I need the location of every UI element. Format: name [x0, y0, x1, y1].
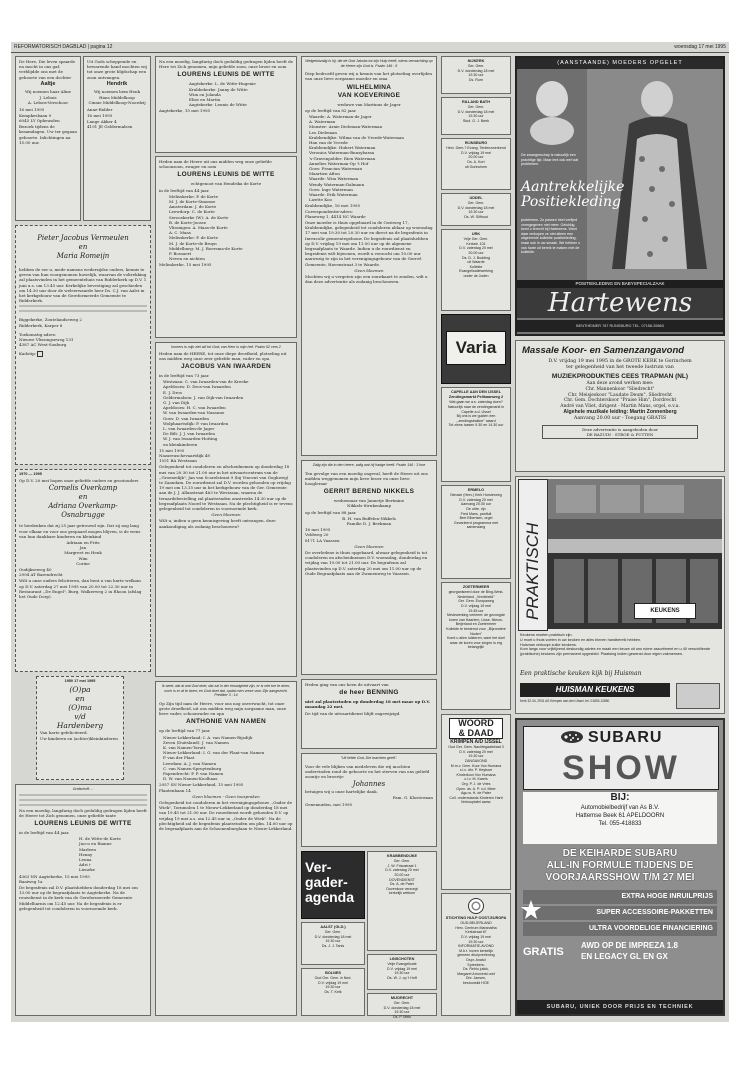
birth-ad-aaltje — [15, 56, 81, 221]
meeting-title: STICHTING HULP OOST-EUROPA — [445, 916, 507, 920]
meeting-title: KRABBENDIJKE — [386, 854, 418, 858]
town-date: Krabbendijke, 16 mei 1995 Correspondentie-adres: Planeweg 1, 4414 NC Waarde — [305, 203, 366, 219]
ad-body: Op Zijn tijd nam de Heere, voor ons nog onverwacht, tot onze grote droefheid, uit ons midden weg mijn zorgzame man, onze lieve vader, schoonvader en opa — [159, 700, 287, 717]
funeral-info: Onze moeder is thuis opgebaard in de Oostweg 17, Krabbendijke, gelegenheid tot condoleren aldaar op woensdag 17 mei van 19.30 tot 20.30 uur en direct na de begrafenis in Inrexcolir gemeentegebouw. De begrafenis zal plaatshebben op D.V. vrijdag 19 mei om 11.00 uur op de algemene begraafplaats te Waarde. Indien u de rouwdienst en begrafenis wilt bijwonen, wordt u verzocht om 10.00 uur aanwezig te zijn in het verenigingsgebouw van de Gerref. Gemeente, Havenstraat 3 te Waarde. — [305, 220, 433, 267]
deceased-name: ANTHONIE VAN NAMEN — [185, 718, 267, 726]
family: B. H. van Buffelen-Nikkels Familie D. J. Beekman — [342, 515, 396, 527]
varia-logo: Varia — [446, 331, 506, 365]
praktisch-text: PRAKTISCH — [523, 522, 542, 620]
ad-body: Heden nam de HEERE, tot onze diepe droefheid, plotseling uit ons midden weg onze zeer geliefde man, vader en opa — [159, 350, 287, 361]
family: Fam. G. Klosterman — [392, 795, 433, 801]
kadotip — [19, 351, 147, 357]
town-date: Genemuiden, mei 1995 — [305, 801, 353, 807]
subaru-bij: BIJ: — [610, 792, 630, 803]
subaru-gratis: GRATIS — [523, 946, 564, 958]
no-flowers: Geen bloemen — [354, 267, 384, 273]
subaru-stars-icon — [560, 730, 584, 744]
obituary-van-koeveringe — [301, 56, 437, 456]
child-name: Johannes — [352, 780, 386, 789]
subaru-dealer-name: Automobielbedrijf van As B.V. — [580, 805, 660, 811]
ad-text: Wij noemen haar Aline — [24, 89, 72, 95]
age: op de leeftijd van 77 jaar. — [159, 728, 211, 734]
ad-body: Diep bedroefd geven wij u kennis van het plotseling overlijden van onze lieve zorgzame moeder en oma — [305, 71, 432, 82]
birth-ad-hendrik — [83, 56, 151, 221]
ad-text: Uw kinderen en (achter)kleinkinderen — [40, 736, 118, 742]
hartewens-script: Aantrekkelijke Positiekleding — [521, 179, 625, 210]
meeting-capelle — [441, 387, 511, 482]
star-icon — [521, 900, 541, 940]
funeral-info: Gelegenheid tot condoleren in het verenigingsgebouw ,,Onder de Wiek", Tornmolen 1 te Nieuw-Lekkerland op donderdag 18 mei van 19.45 tot 21.00 uur. De rouwdienst wordt gehouden D.V. op vrijdag 19 mei a.s. om 12.45 uur in ,,Onder de Wiek". Na de plechtigheid zal de begrafenis plaatsvinden om plm. 14.00 uur op de begraafplaats aan de Schoonenburglaan te Nieuw-Lekkerland. — [159, 800, 293, 832]
meeting-rijnsburg — [441, 138, 511, 190]
ad-text: De tijd van de uitvaartdienst blijft ongewijzigd. — [305, 710, 401, 716]
ad-text: Uit Gods scheppende en bewarende hand mochten wij tot onze grote blijdschap een zoon ontvangen. — [87, 59, 147, 80]
subaru-offer-1: EXTRA HOGE INRUILPRIJS — [523, 890, 717, 904]
hartewens-logo: Hartewens — [517, 288, 723, 318]
subaru-dealer-tel: Tel. 055-418833 — [598, 821, 642, 827]
meeting-linschoten — [367, 954, 437, 990]
family: Nieuw-Lekkerland: I. A. van Namen-Rijsdijk Zeven (Duitsland): J. van Namen K. van Namen-Tarutt Nieuw-Lekkerland: I. G. van der Plaat-van Namen P. van der Plaat Leerdam: A. J. van Namen C. van Namen-Spruytenburg Papendrecht: P. P. van Namen D. W. van Namen-Koolhaas — [163, 734, 265, 782]
subaru-headline: DE KEIHARDE SUBARU ALL-IN FORMULE TIJDENS DE VOORJAARSSHOW T/M 27 MEI — [545, 848, 695, 883]
verse: "Uit liefde God, Die brachten geeft". — [340, 756, 398, 760]
meeting-urk — [441, 229, 511, 311]
town-date: 16 mei 1995 Veldweg 20 8171 LA Vaassen — [305, 527, 340, 543]
varia-logo-box — [441, 314, 511, 384]
keukens-badge: KEUKENS — [634, 603, 696, 619]
couple-names: (O)pa en (O)ma v/d Hardenberg — [56, 685, 104, 731]
massale-line7: Aanvang 20.00 uur - Toegang GRATIS — [573, 416, 667, 422]
no-flowers: Geen bloemen — [211, 512, 241, 518]
years: 1950 17 mei 1995 — [64, 679, 96, 683]
age: in de leeftijd van 44 jaar. — [159, 187, 210, 193]
baby-name: Aaltje — [40, 80, 56, 87]
meeting-title: LINSCHOTEN — [389, 957, 415, 961]
obituary-de-witte-2 — [155, 56, 297, 153]
header-right: woensdag 17 mei 1995 — [674, 44, 726, 50]
deceased-name: JACOBUS VAN IWAARDEN — [180, 363, 272, 370]
praktisch-band — [518, 479, 548, 631]
obituary-van-namen — [155, 681, 297, 1016]
meeting-info: Ger. Gem. D.V. donderdag 18 mei 19.30 uur Ds. Rorn — [457, 64, 495, 82]
ad-body: te herdenken dat zij 25 jaar getrouwd zijn. Dat zij nog lang voor elkaar en voor ons gespaard mogen blijven, is de wens van hun dankbare kinderen en kleinkind — [19, 523, 141, 539]
date: 16 mei 1995 — [87, 112, 113, 118]
obituary-van-iwaarden — [155, 342, 297, 677]
anniversary-hardenberg — [36, 676, 124, 780]
subaru-bottom: SUBARU, UNIEK DOOR PRIJS EN TECHNIEK — [517, 1000, 723, 1014]
deceased-name: LOURENS LEUNIS DE WITTE — [34, 820, 132, 827]
age: in de leeftijd van 73 jaar. — [159, 373, 210, 378]
page-header — [11, 42, 729, 53]
subaru-brand: SUBARU — [588, 729, 663, 746]
family: Aagtekerke: L. de Witte-Hugenie Krabbekerke: Janny de Witte Wim en Jolanda Elise en Martin Aagtekerke: Leunis de Witte — [189, 81, 256, 108]
massale-line4: Aan deze avond werken mee: — [586, 381, 654, 386]
subtitle: weduwnaar van Jannetje Bertmine Nikkels-Strukenkamp — [333, 498, 405, 509]
baby-name: Hendrik — [106, 80, 128, 87]
meeting-info: Nieuwe (Herv.) Kerk Horsterweg D.V. zaterdag 20 mei Aanvang 20.00 uur De ultre. rijn Fred Mans, panfluit Bert Elbertsen, orgel Gevarieerd programma met samenzang — [450, 493, 502, 530]
obituary-nikkels — [301, 460, 437, 675]
address: Oudijkseweg 40 2994 AT Barendrecht — [19, 567, 63, 578]
meeting-title: ERMELO — [467, 488, 485, 492]
subaru-show: SHOW — [562, 749, 680, 787]
huisman-emblem-icon — [676, 683, 720, 709]
verse: Grafschrift ... — [72, 787, 94, 791]
ad-text: Wilt u onze ouders feliciteren, dan bent u van harte welkom op D.V. zaterdag 27 mei 1995 van 20.00 tot 22.30 uur in Restaurant ,,De Engel", Burg. Walkerweg 2 in Rhoon (afslag het Oude Dorp). — [19, 578, 142, 600]
subtitle: echtgenoot van Hendrika de Korte — [190, 181, 262, 187]
massale-line1: D.V. vrijdag 19 mei 1995 in de GROTE KERK te Gorinchem — [548, 359, 692, 364]
ad-text: betuigen wij u onze hartelijke dank. — [305, 789, 378, 795]
meeting-ermelo — [441, 485, 511, 579]
subaru-offer-4: AWD OP DE IMPREZA 1.8 EN LEGACY GL EN GX — [581, 941, 678, 961]
ad-text: Anne-Ridder — [87, 106, 113, 112]
hartewens-address: BENTHEIMER 787 RIJNSBURG TEL. 07158-39863 — [517, 320, 723, 332]
meeting-info: Vrije Ger. Gem. Kerkstr. 101 D.V. zaterdag 20 mei 20.00 uur Ds. D. J. Budding uit Waarde Kollekte Evangelisatiewerking onder de Joden — [459, 237, 493, 278]
future-address: Toekomstig adres: Nieuwe Vlissingseweg 131 4387 AC West-Souburg — [19, 331, 74, 348]
meeting-bolnes — [301, 968, 365, 1016]
massale-line6: Algehele muzikale leiding: Martin Zonnenberg — [563, 409, 677, 416]
huisman-text: Keukens moeten praktisch zijn. U moet u thuis voelen in uw keuken en alles binnen handbereik hebben. Huisman verkoopt zulke keukens. Kom langs voor vrijblijvend deskundig advies en maak een keuze uit ons ruime assortiment en u 40 verschillende (praktische) keukens zijn permanent opgesteld. Plaatsing indien gewenst door eigen vakmensen. — [520, 633, 711, 657]
meeting-info: georganiseerd door de Bing-West-Nederland ,,Vredebeld" Ger. Gem. Europaweg D.V. vrijdag 19 mei 19.45 uur Medewerking verleent: de gezongde koren van Haarlem, Lisse, Nieuw-Beijerland en Zoetermeer Kollekte te bestemd voor ,,Bijzondere Noden" Komt u allen luisteren, want het doel waar de koren voor zingen is erg belangrijk! — [446, 590, 506, 650]
massale-line5: Chr. Mannenkoor "Sliedrecht" Chr. Meisjeskoor "Laudate Deum", Sliedrecht Chr. Gem. Dochterskoor "Praise Him", Dordrecht André van Vliet, dirigent - Martin Mans, orgel, e.v.a. — [560, 387, 680, 409]
no-flowers: Geen bloemen — [354, 543, 384, 549]
huisman-keukens-ad — [515, 476, 725, 714]
family: Melisskerke: P. de Korte M. J. de Korte-Simonse Amsterdam: J. de Korte Leewdorp: C. de Korte Serooskerke (W): A. de Korte B. de Korte-Joosse Vlissingen: A. Maas-de Korte A. C. Maas Melisskerke: P. de Korte M. J. de Korte-de Bruyn Middelburg: M. J. Boersma-de Korte P. Bossaert Neven en nichten — [169, 193, 243, 262]
subtitle: weduwe van Martinus de Jager — [337, 101, 401, 107]
meeting-title: RILLAND BATH — [462, 100, 490, 104]
massale-line3: MUZIEKPRODUKTIES CEES TRAPMAN (NL) — [551, 373, 689, 380]
ad-text: Wilt u, indien u geen kennisgeving heeft ontvangen, deze aankondiging als zodanig beschouwen? — [159, 518, 276, 529]
subaru-offer-2: SUPER ACCESSOIRE-PAKKETTEN — [523, 906, 717, 920]
meeting-info: Wat gaan we a.s. zaterdag doen? Natuurlijk naar de zendingsmarkt in Capelle a.d. IJssel Bij ons is we gulden een ,,zendingsbakker" waard Tot ziens tussen 9.30 en 14.30 uur — [447, 400, 505, 428]
deceased-name: LOURENS LEUNIS DE WITTE — [177, 71, 275, 79]
subaru-ad — [515, 718, 725, 1016]
meeting-title: MIJDRECHT — [390, 996, 414, 1000]
deceased-name: LOURENS LEUNIS DE WITTE — [177, 171, 275, 179]
woord-daad-logo: WOORD & DAAD — [449, 718, 503, 739]
age: op de leeftijd van 82 jaar. — [305, 107, 357, 113]
woord-daad-ad — [441, 714, 511, 890]
town-date: 2957 SN Nieuw-Lekkerland, 15 mei 1995 Plantenbaan 14 — [159, 782, 244, 793]
verse: Ik weet, dat al wat God doet, dat zal in der eeuwigheid zijn, er is niet toe te doen, noch is er af te doen; en God doet dat, opdat men vreze voor Zijn aangezicht. Prediker 3 : 14 — [161, 684, 291, 698]
deceased-name: GERRIT BEREND NIKKELS — [323, 488, 415, 496]
town-date: Aagtekerke, 15 mei 1995 — [159, 108, 211, 114]
parents: J. Lebois A. Lebois-Verschoor — [27, 95, 69, 106]
family: Westzaan: C. van Iwaarden-van de Kreeke Apeldoorn: D. Dros-van Iwaarden E. J. Dros Geldermalsen: J. van Dijk-van Iwaarden G. J. van Dijk Apeldoorn: H. C. van Iwaarden W. van Iwaarden-van Nasaune Goes: D. van Iwaarden Wolphaartsdijk: P. van Iwaarden L. van Iwaarden-de Jager De Bilt: J. J. van Iwaarden W. J. van Iwaarden-Hotting en kleinkinderen — [163, 379, 249, 447]
ad-text: Wij noemen hem Henk — [93, 89, 141, 95]
kadotip-label: Kadotip: — [19, 351, 37, 357]
subaru-offer-3: ULTRA VOORDELIGE FINANCIERING — [523, 922, 717, 936]
meeting-info: Herv. Gem.? Evang. Tentenzwerkend D.V. vrijdag 19 mei 20.00 uur Ds. A. Kort uit Gorinchem — [446, 146, 506, 169]
meeting-title: RIJNSBURG — [464, 141, 488, 145]
verse: Welgelukzalig is hij, die de God Jakobs tot zijn Hulp heeft, wiens verwachting op de Heere zijn God is. Psalm 146 : 5 — [305, 59, 433, 68]
couple-names: Cornelis Overkamp en Adriana Overkamp- Osnabrugge — [48, 484, 118, 520]
stichting-hulp-ad — [441, 893, 511, 1016]
obituary-de-witte-1 — [15, 784, 151, 1016]
hartewens-top: (AANSTAANDE) MOEDERS OPGELET — [517, 58, 723, 69]
age: op de leeftijd van 88 jaar. — [305, 509, 357, 515]
obituary-de-witte-3 — [155, 156, 297, 338]
verse: Immers is mijn ziel stil tot God; van Hem is mijn heil. Psalm 62 vers 2 — [171, 345, 281, 349]
subaru-dealer — [523, 792, 717, 844]
meeting-krabbendijke — [367, 851, 437, 951]
hartewens-ad — [515, 56, 725, 336]
huisman-slogan: Een praktische keuken kijk bij Huisman — [520, 670, 642, 677]
meeting-title: UDDEL — [469, 196, 483, 200]
meeting-aalst — [301, 922, 365, 965]
town-date: 4363 NN Aagtekerke, 15 mei 1995 Baaiweg 1a — [19, 873, 90, 884]
ad-text: Mochten wij u vergeten zijn een rouwkaart te zenden, wilt u dan deze advertentie als zodanig beschouwen. — [305, 274, 428, 285]
meeting-info: Ger. Gem. D.V. donderdag 18 mei 19.30 uur Ds. P. Mels — [383, 1001, 421, 1019]
massale-title: Massale Koor- en Samenzangavond — [522, 345, 685, 356]
parents: Hans Middelkoop Cinnie Middelkoop-Noordzij — [88, 95, 146, 106]
massale-sponsor: Deze advertentie is aangeboden door DE BAZUIN · STROE & PUTTEN — [542, 425, 698, 439]
visit-note: Bezoek tijdens de kraamdagen. Uw ter gegaan geboorte. Inlichtingen na 15.00 uur. — [19, 124, 77, 145]
meeting-uddel — [441, 193, 511, 226]
town-date: Melisskerke, 15 mei 1995 — [159, 262, 212, 268]
verse: Zalig zijn die in den heere, zalig wat hij hadge heeft. Psalm 146 : 3 hoe — [312, 463, 426, 467]
meeting-info: Oud Ger. Gem. in Ned. D.V. vrijdag 19 mei 19.30 uur Ds. T. Kelk — [314, 976, 352, 994]
huisman-address: Kerk 32-34, 2931 AS Krimpen aan den IJssel, tel. 01803-12850 — [520, 699, 610, 703]
deceased-name: WILHELMINA VAN KOEVERINGE — [337, 83, 401, 99]
family: Adriaan en Frits Jan Margreet en Henk Wim Corine — [64, 540, 102, 566]
hartewens-band: POSITIEKLEDING EN BABYSPECIALZAAK — [517, 280, 723, 288]
address: Biggekerke, Zoutelandseweg 2 Ridderkerk, Karper 8 — [19, 317, 82, 328]
meeting-zoetermeer — [441, 582, 511, 710]
address: Kempkesbaan 9 6045 LY Opheusden — [19, 112, 60, 124]
meeting-info: Ger. Gem. D.V. donderdag 18 mei 19.30 uur Ds. W. Silfhout — [457, 201, 495, 219]
hartewens-text1: De zwangerschap is natuurlijk een prachtige tijd. Maar lent ook wel wat problemen. — [521, 153, 579, 167]
ad-text: niet zal plaatsvinden op donderdag 18 mei maar op D.V. maandag 22 mei. — [305, 699, 431, 710]
ad-body: Heden ging van ons heen de uitvaart van — [305, 682, 389, 687]
meeting-info: Veije Evangelicale D.V. vrijdag 19 mei 19.30 uur Ds. W. J. op 't Hoff — [386, 962, 418, 980]
massale-line2: ter gelegenheid van het tweede lustrum van — [566, 365, 674, 370]
meeting-info: Ger. Gem. D.V. donderdag 18 mei 19.30 uur Stud. G. J. Beek — [457, 105, 495, 123]
family: Waarde: A. Waterman-de Jager A. Waterman Monster: Arnie Dieleman-Waterman Leo Dieleman Krabbendijke: Wilma van de Vreede-Waterman Han van de Vreede Krabbendijke: Hubert Waterman Veronica Waterman-Bunsybaraa 's-Gravenpolder: Rien Waterman Annelies Waterman-Op 't Hof Goes: Franciun Waterman Maartien Afton Waarde: Wim Waterman Wendy Waterman-Dalmann Goes: Inge Waterman Waarde: Erik Waterman Lizette Koo — [309, 114, 404, 203]
town-date: 15 mei 1995 Nazareuschevaartdijk 48 1551 BA Westzaan — [159, 447, 210, 464]
meeting-title: ZOETERMEER — [462, 585, 490, 589]
years: 1970 — 1995 — [19, 472, 42, 476]
notice-benning — [301, 679, 437, 749]
meeting-title: CAPELLE AAN DEN IJSSEL Zendingsmarkt Pelikaanweg 2 — [448, 390, 504, 400]
funeral-info: De overledene is thuis opgebaard, alwaar gelegenheid is tot condoleren en afscheidnemen D.V. woensdag, donderdag en vrijdag van 19.00 tot 21.00 uur. De begrafenis zal plaatsvinden op D.V. zaterdag 20 mei om 11.00 uur op de Oude Begraafplaats aan de Zwanenweg te Vaassen. — [305, 550, 428, 576]
meeting-rilland — [441, 97, 511, 135]
ad-body: Heden nam de Heere uit ons midden weg onze geliefde schoonzoon, zwager en oom — [159, 159, 272, 170]
thanks-johannes — [301, 753, 437, 847]
gift-icon — [37, 351, 43, 357]
ad-text: Op D.V. 20 mei hopen onze geliefde ouders en grootouders — [19, 478, 139, 484]
family: H. de Witte-de Korte Jacco en Rianne Marleen Henny Leuna Adri † Lieneke — [79, 836, 121, 873]
meeting-title: URK — [471, 232, 481, 236]
meeting-info: Oud Ger. Gem. Nachtegaalstraat 3 D.V. zaterdag 20 mei 19.30 uur ZANGAVOND M.m.v. Gem. Koor Vox Humana c.l.v. dhr. P. Heyboer Kinderkoor Vox Humana c.l.v. M. Karels Org. P. J. de Vries Open. ds. A. P. v.d. Meer Agu.w. H. de Pater Coll. onderrstands Kinderen Harti Verkooptafel aanw. — [448, 745, 504, 805]
meeting-title: KRIMPEN A/D IJSSEL — [450, 739, 502, 745]
meeting-title: BOLNES — [325, 971, 341, 975]
age: in de leeftijd van 44 jaar. — [19, 830, 70, 835]
newspaper-page — [11, 42, 729, 1022]
couple-names: Pieter Jacobus Vermeulen en Maria Romeijn — [37, 234, 129, 260]
hartewens-text2: problemen. Zo passen heel verfijnd vormgegeven niet meer. Gelukkig komt u terecht bij Hartewens. Want daar verkopen ze niet alleen een uitgebreide kollektie positiekleding, maar ook in uw smaak. We hebben u van harte uit bereik te maken met de kollektie. — [521, 218, 581, 255]
funeral-info: Gelegenheid tot condoleren en afscheidnemen op donderdag 18 mei van 20.30 tot 21.00 uur in het uitvaartcentrum van de ,,Groenedijk", Jan van Scorelstraat 9 (bij Vincent van Goghweg) te Zaandam. De rouwdienst zal D.V. worden gehouden op vrijdag 19 mei om 13.15 uur in het kerkgebouw van de Ger. Gemeente aan de J. J. Allanstraat 463 te Westzaan, waarna de teraardebestelling zal plaatsvinden omstreeks 14.30 uur op de begraafplaats Noord te Westzaan. Na de plechtigheid is er tevens gelegenheid tot condoleren in voornoemde kerk. — [159, 464, 293, 512]
ad-body: Ten gevolge van een moedig ongeval, heeft de Heere uit ons midden weggenomen mijn lieve broer en onze lieve hoogleraar — [305, 470, 428, 486]
funeral-info: De begrafenis zal D.V. plaatshebben donderdag 18 mei om 13.00 uur op de begraafplaats te Aagtekerke. Na de rouwdienst in de kerk van de Gereformeerde Gemeente Middelharnis om 12.45 uur. Na de begrafenis is er gelegenheid tot condoleren in voornoemde kerk. — [19, 885, 138, 911]
meeting-info: Ger. Gem. J. W. Frisostraat 1 D.V. zaterdag 20 mei 20.00 uur DOVENDIENST Ds. A. de Pater Dovenkoor verzorgt kerkelijk welkom — [385, 859, 419, 896]
huisman-logo: HUISMAN KEUKENS — [520, 683, 670, 697]
subaru-show-panel — [523, 726, 719, 790]
ad-body: Voor de vele blijken van medeleven die wij mochten ondervinden rond de geboorte en het sterven van ons geliefd zoontje en broertje — [305, 763, 430, 779]
massale-koor-ad — [515, 340, 725, 472]
address: Lange Akker 4 4191 JE Geldermalsen — [87, 119, 133, 130]
subaru-dealer-street: Hattemse Beek 61 APELDOORN — [575, 813, 665, 819]
meeting-info: Ger. Gem. D.V. donderdag 18 mei 19.30 uur Ds. J. J. Tanis — [314, 930, 352, 948]
vergaderagenda-title: Ver- gader- agenda — [305, 859, 355, 905]
date: 16 mei 1995 — [19, 106, 45, 112]
stichting-logo-icon — [468, 898, 484, 914]
wedding-announcement — [15, 225, 151, 465]
ad-body: Na een moedig, langdurig doch geduldig gedragen lijden heeft de Here tot Zich genomen, mijn geliefde zoon, onze broer en oom — [159, 59, 294, 70]
ad-body: Na een moedig, langdurig doch geduldig gedragen lijden heeft de Heere tot Zich genomen, onze geliefde tante — [19, 807, 147, 818]
meeting-title: AALST (GLD.) — [320, 925, 346, 929]
anniversary-overkamp — [15, 469, 151, 672]
vergaderagenda-header — [301, 851, 365, 919]
meeting-mijdrecht — [367, 993, 437, 1019]
meeting-info: OUD-BEIJERLAND Herv. Centrum Maranatha Kerkstraat 67 D.V. vrijdag 19 mei 19.30 uur INFORMATIE-AVOND M.b.t. hoven kerkelijk gemeen dhulpverlening Dspr. Anatol Spreekers: Ds. Rehlu jutick, Margaret Arnoverst uret Dhr. Jansen, bestuurslid HOE — [455, 921, 497, 985]
deceased-name: de heer BENNING — [339, 689, 399, 697]
ad-text: De Here, Die leven spaarde en mocht in ons gaf, verblijdde ons met de geboorte van een dochter — [19, 59, 75, 80]
header-left: REFORMATORISCH DAGBLAD | pagina 12 — [14, 44, 113, 50]
meeting-title: NIJKERK — [467, 59, 485, 63]
ad-body: hebben de eer u, mede namens wederzijdse ouders, kennis te geven van hun voorgenomen huwelijk, waarvan de voltrekking zal plaatsvinden in het gemeentehuis van Ridderkerk op D.V. 1 juni a.s. om 13.45 uur. Kerkelijke bevestiging zal geschieden om 14.30 uur door de weleerwaarde heer Ds. C.J. van Aalst in het kerkgebouw van de Gereformeerde Gemeente te Ridderkerk. — [19, 267, 147, 304]
ad-text: Van harte gefeliciteerd. — [40, 730, 88, 736]
meeting-nijkerk — [441, 56, 511, 94]
no-flowers: Geen bloemen - Geen toespraken — [192, 793, 260, 799]
